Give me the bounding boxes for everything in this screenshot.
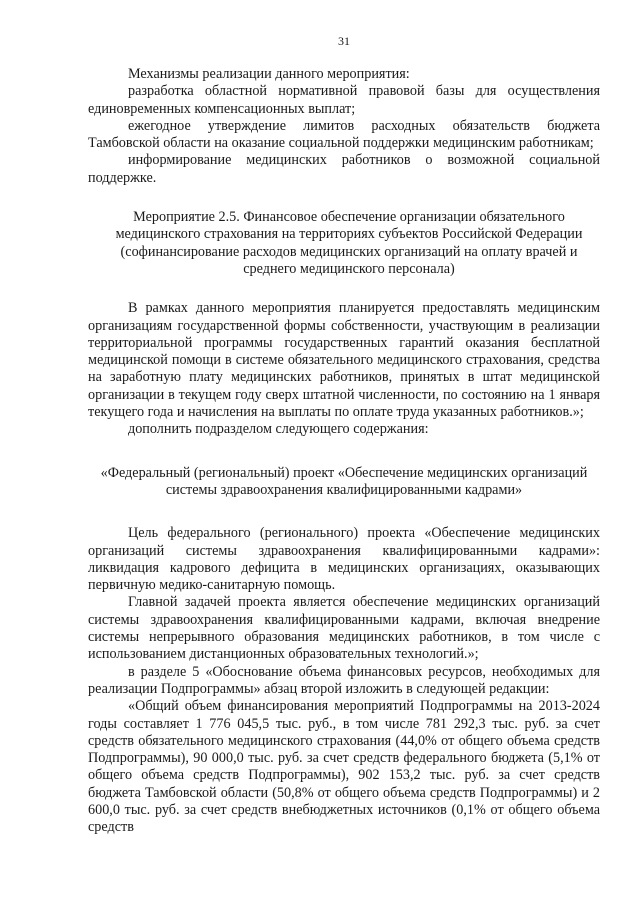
paragraph-mechanism-2: ежегодное утверждение лимитов расходных обязательств бюджета Тамбовской области на оказание социальной поддержки медицинским работникам; (88, 117, 600, 152)
paragraph-measure-description: В рамках данного мероприятия планируется предоставлять медицинским организациям государственной формы собственности, участвующим в реализации территориальной программы государственных гарантий оказания бесплатной медицинской помощи в системе обязательного медицинского страхования, средства на заработную плату медицинских работников, принятых в штат медицинской организации в текущем году сверх штатной численности, по состоянию на 1 января текущего года и начисления на выплаты по оплате труда указанных работников.»; (88, 300, 600, 421)
paragraph-section-5-amendment: в разделе 5 «Обоснование объема финансовых ресурсов, необходимых для реализации Подпрограммы» абзац второй изложить в следующей редакции: (88, 663, 600, 697)
paragraph-project-task: Главной задачей проекта является обеспечение медицинских организаций системы здравоохранения квалифицированными кадрами, включая внедрение системы непрерывного образования медицинских работников, в том числе с использованием дистанционных образовательных технологий.»; (88, 594, 600, 663)
paragraph-project-goal: Цель федерального (регионального) проекта «Обеспечение медицинских организаций системы здравоохранения квалифицированными кадрами»: ликвидация кадрового дефицита в медицинских организациях, оказывающих первичную медико-санитарную помощь. (88, 525, 600, 594)
spacer (88, 187, 600, 209)
section-heading-federal-project: «Федеральный (региональный) проект «Обеспечение медицинских организаций системы здравоохранения квалифицированными кадрами» (100, 464, 588, 498)
paragraph-mechanisms-title: Механизмы реализации данного мероприятия: (128, 66, 410, 82)
spacer (88, 439, 600, 465)
section-heading-measure-2-5: Мероприятие 2.5. Финансовое обеспечение организации обязательного медицинского страхования на территориях субъектов Российской Федерации (софинансирование расходов медицинских организаций на оплату врачей и среднего медицинского персонала) (115, 209, 583, 277)
page-number: 31 (338, 34, 350, 48)
document-page (88, 34, 600, 837)
paragraph-add-subsection: дополнить подразделом следующего содержания: (128, 421, 429, 438)
spacer (88, 278, 600, 300)
paragraph-mechanism-1: разработка областной нормативной правовой базы для осуществления единовременных компенсационных выплат; (88, 83, 600, 117)
spacer (88, 499, 600, 525)
paragraph-financing-total: «Общий объем финансирования мероприятий Подпрограммы на 2013-2024 годы составляет 1 776 045,5 тыс. руб., в том числе 781 292,3 тыс. руб. за счет средств обязательного медицинского страхования (44,0% от общего объема средств Подпрограммы), 90 000,0 тыс. руб. за счет средств федерального бюджета (5,1% от общего объема средств Подпрограммы), 902 153,2 тыс. руб. за счет средств бюджета Тамбовской области (50,8% от общего объема средств Подпрограммы) и 2 600,0 тыс. руб. за счет средств внебюджетных источников (0,1% от общего объема средств (88, 698, 600, 836)
paragraph-mechanism-3: информирование медицинских работников о возможной социальной поддержке. (88, 152, 600, 186)
